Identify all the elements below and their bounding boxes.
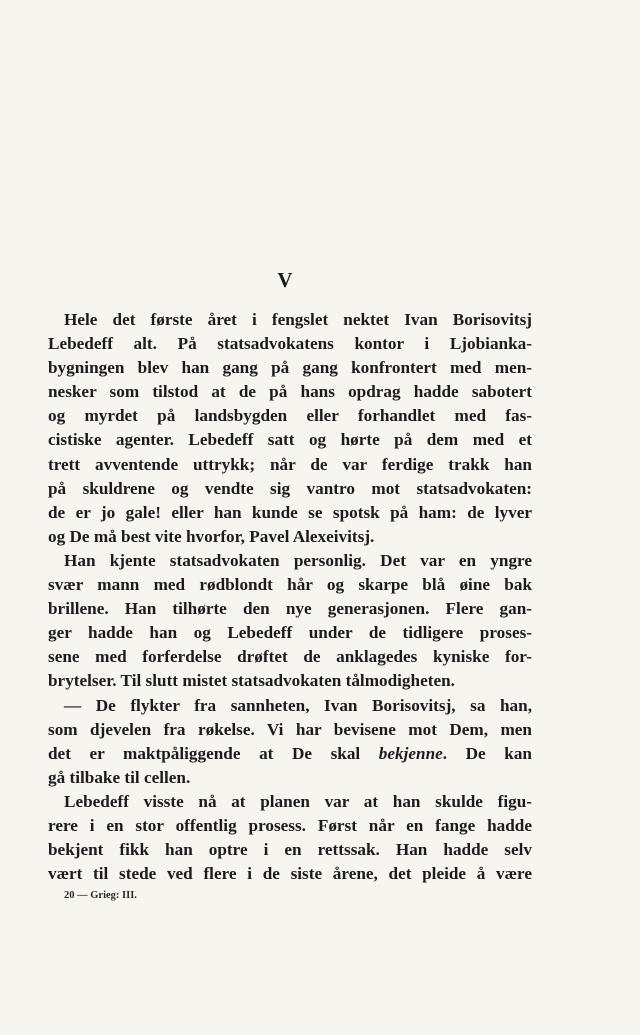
text-line: — De flykter fra sannheten, Ivan Borisovitsj, sa han, bbox=[64, 695, 532, 715]
text-line: de er jo gale! eller han kunde se spotsk på ham: de lyver bbox=[48, 502, 532, 522]
emphasized-word: bekjenne bbox=[378, 743, 443, 763]
text-line: gå tilbake til cellen. bbox=[48, 767, 191, 787]
signature-mark: 20 — Grieg: III. bbox=[64, 890, 137, 901]
text-line-with-emphasis bbox=[48, 742, 532, 766]
body-text bbox=[48, 308, 532, 886]
text-line: brytelser. Til slutt mistet statsadvokaten tålmodigheten. bbox=[48, 671, 455, 691]
text-line: Hele det første året i fengslet nektet Ivan Borisovitsj bbox=[64, 310, 532, 329]
text-line: og myrdet på landsbygden eller forhandlet med fas- bbox=[48, 406, 532, 426]
text-line: og De må best vite hvorfor, Pavel Alexeivitsj. bbox=[48, 526, 375, 546]
text-line: nesker som tilstod at de på hans opdrag hadde sabotert bbox=[48, 382, 532, 402]
text-line: ger hadde han og Lebedeff under de tidligere proses- bbox=[48, 623, 532, 643]
text-line: bekjent fikk han optre i en rettssak. Han hadde selv bbox=[48, 840, 532, 860]
text-line: på skuldrene og vendte sig vantro mot statsadvokaten: bbox=[48, 478, 532, 498]
text-line: bygningen blev han gang på gang konfrontert med men- bbox=[48, 358, 532, 378]
text-fragment: det er maktpåliggende at De skal bbox=[48, 743, 379, 763]
text-line: Han kjente statsadvokaten personlig. Det var en yngre bbox=[64, 550, 532, 570]
text-line: rere i en stor offentlig prosess. Først når en fange hadde bbox=[48, 815, 532, 835]
text-line: svær mann med rødblondt hår og skarpe blå øine bak bbox=[48, 575, 532, 595]
chapter-number: V bbox=[277, 268, 293, 292]
text-fragment: . De kan bbox=[442, 743, 532, 763]
text-line: sene med forferdelse drøftet de anklagedes kyniske for- bbox=[48, 647, 532, 667]
text-line: Lebedeff visste nå at planen var at han skulde figu- bbox=[64, 791, 532, 811]
text-line: som djevelen fra røkelse. Vi har bevisene mot Dem, men bbox=[48, 719, 532, 739]
text-line: cistiske agenter. Lebedeff satt og hørte på dem med et bbox=[48, 430, 532, 450]
text-line: trett avventende uttrykk; når de var ferdige trakk han bbox=[48, 454, 532, 474]
text-line: vært til stede ved flere i de siste årene, det pleide å være bbox=[48, 864, 532, 884]
text-line: Lebedeff alt. På statsadvokatens kontor i Ljobianka- bbox=[48, 334, 532, 354]
text-line: brillene. Han tilhørte den nye generasjonen. Flere gan- bbox=[48, 599, 532, 619]
